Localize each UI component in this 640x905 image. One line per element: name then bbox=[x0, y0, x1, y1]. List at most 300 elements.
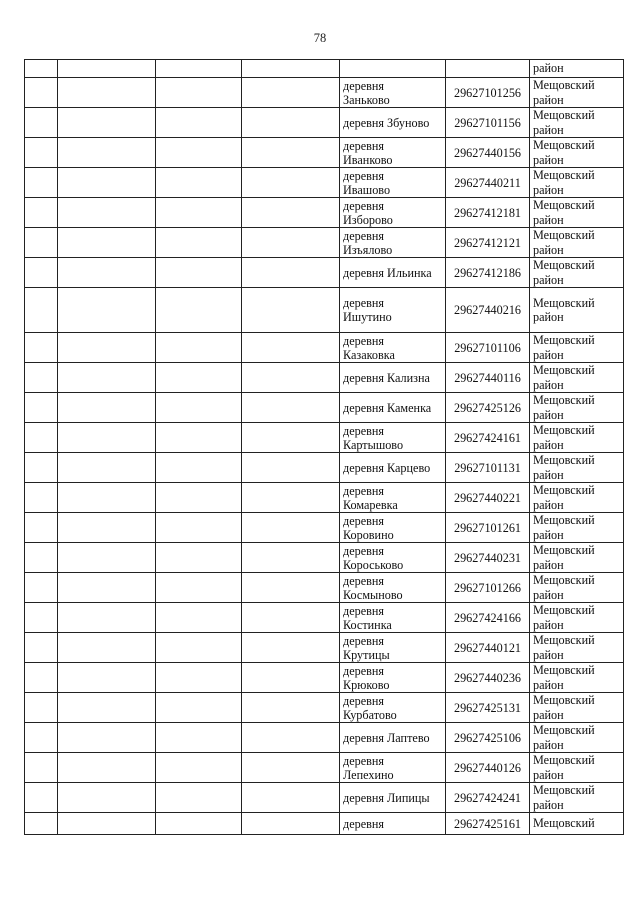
settlement-name-line: деревня Кализна bbox=[343, 370, 430, 385]
district-line: район bbox=[533, 242, 564, 257]
district-line: Мещовский bbox=[533, 333, 595, 347]
settlement-name-cell bbox=[340, 813, 446, 835]
table-cell bbox=[242, 753, 340, 783]
settlement-name-cell bbox=[340, 573, 446, 603]
table-cell bbox=[340, 60, 446, 78]
district-line: Мещовский bbox=[533, 693, 595, 707]
settlement-name-cell bbox=[340, 168, 446, 198]
table-cell bbox=[156, 168, 242, 198]
table-cell bbox=[242, 603, 340, 633]
table-cell bbox=[242, 108, 340, 138]
table-cell bbox=[25, 483, 58, 513]
district-cell bbox=[530, 288, 624, 333]
district-line: Мещовский bbox=[533, 423, 595, 437]
table-cell bbox=[58, 693, 156, 723]
table-cell bbox=[242, 663, 340, 693]
table-cell bbox=[58, 423, 156, 453]
table-cell bbox=[25, 333, 58, 363]
table-row bbox=[25, 483, 624, 513]
district-text: район bbox=[533, 61, 564, 76]
table-cell bbox=[242, 543, 340, 573]
table-cell bbox=[242, 333, 340, 363]
table-row bbox=[25, 198, 624, 228]
settlement-name-cell bbox=[340, 333, 446, 363]
district-line: район bbox=[533, 152, 564, 167]
district-line: Мещовский bbox=[533, 393, 595, 407]
settlement-name-line: деревня bbox=[343, 198, 384, 213]
table-cell bbox=[156, 723, 242, 753]
settlement-name-line: деревня bbox=[343, 816, 384, 831]
table-row bbox=[25, 363, 624, 393]
district-line: район bbox=[533, 557, 564, 572]
district-line: Мещовский bbox=[533, 543, 595, 557]
table-cell bbox=[25, 513, 58, 543]
district-cell bbox=[530, 633, 624, 663]
table-cell bbox=[25, 423, 58, 453]
table-cell bbox=[58, 333, 156, 363]
oktmo-code-cell: 29627101131 bbox=[446, 453, 530, 483]
settlement-name-line: Иванково bbox=[343, 152, 393, 167]
table-cell bbox=[156, 198, 242, 228]
district-line: район bbox=[533, 347, 564, 362]
table-cell bbox=[156, 603, 242, 633]
settlement-name-line: Заньково bbox=[343, 92, 390, 107]
table-cell bbox=[156, 453, 242, 483]
settlement-name-cell bbox=[340, 258, 446, 288]
district-line: район bbox=[533, 272, 564, 287]
oktmo-code-cell: 29627424161 bbox=[446, 423, 530, 453]
table-cell bbox=[58, 198, 156, 228]
settlement-name-line: деревня Збуново bbox=[343, 115, 430, 130]
district-line: район bbox=[533, 647, 564, 662]
table-row bbox=[25, 813, 624, 835]
settlement-name-line: Курбатово bbox=[343, 707, 397, 722]
district-line: Мещовский bbox=[533, 363, 595, 377]
settlement-name-line: деревня bbox=[343, 633, 384, 648]
table-cell bbox=[58, 288, 156, 333]
table-cell bbox=[156, 60, 242, 78]
settlement-name-line: деревня bbox=[343, 333, 384, 348]
district-line: Мещовский bbox=[533, 753, 595, 767]
settlements-table bbox=[24, 59, 624, 835]
table-cell bbox=[446, 60, 530, 78]
district-line: Мещовский bbox=[533, 198, 595, 212]
table-cell bbox=[58, 483, 156, 513]
table-cell bbox=[58, 783, 156, 813]
district-line: район bbox=[533, 92, 564, 107]
table-row bbox=[25, 78, 624, 108]
district-line: район bbox=[533, 407, 564, 422]
district-cell bbox=[530, 333, 624, 363]
table-cell bbox=[156, 333, 242, 363]
table-cell bbox=[25, 393, 58, 423]
district-line: район bbox=[533, 310, 564, 324]
table-cell bbox=[58, 78, 156, 108]
settlement-name-line: Короськово bbox=[343, 557, 404, 572]
settlement-name-cell bbox=[340, 693, 446, 723]
table-cell bbox=[242, 513, 340, 543]
oktmo-code-cell: 29627440156 bbox=[446, 138, 530, 168]
settlement-name-cell bbox=[340, 108, 446, 138]
table-cell bbox=[25, 543, 58, 573]
district-line: район bbox=[533, 587, 564, 602]
table-cell bbox=[156, 258, 242, 288]
district-line: Мещовский bbox=[533, 783, 595, 797]
table-cell bbox=[242, 693, 340, 723]
oktmo-code-cell: 29627425126 bbox=[446, 393, 530, 423]
settlement-name-line: деревня bbox=[343, 573, 384, 588]
district-line: район bbox=[533, 437, 564, 452]
district-cell bbox=[530, 453, 624, 483]
oktmo-code-cell: 29627101256 bbox=[446, 78, 530, 108]
table-cell bbox=[25, 663, 58, 693]
table-cell bbox=[58, 573, 156, 603]
district-cell bbox=[530, 198, 624, 228]
settlement-name-cell bbox=[340, 288, 446, 333]
table-cell bbox=[58, 138, 156, 168]
table-cell bbox=[242, 228, 340, 258]
settlement-name-cell bbox=[340, 543, 446, 573]
table-cell bbox=[242, 483, 340, 513]
settlement-name-line: деревня Ильинка bbox=[343, 265, 432, 280]
district-cell bbox=[530, 60, 624, 78]
settlement-name-line: деревня bbox=[343, 78, 384, 93]
table-cell bbox=[25, 258, 58, 288]
settlement-name-line: деревня bbox=[343, 663, 384, 678]
table-cell bbox=[242, 723, 340, 753]
settlement-name-line: Космыново bbox=[343, 587, 403, 602]
table-cell bbox=[25, 453, 58, 483]
table-cell bbox=[25, 138, 58, 168]
settlement-name-cell bbox=[340, 753, 446, 783]
table-cell bbox=[242, 78, 340, 108]
table-cell bbox=[242, 168, 340, 198]
settlement-name-cell bbox=[340, 453, 446, 483]
table-cell bbox=[25, 228, 58, 258]
table-row bbox=[25, 108, 624, 138]
table-cell bbox=[156, 138, 242, 168]
settlement-name-line: деревня bbox=[343, 423, 384, 438]
settlement-name-line: Казаковка bbox=[343, 347, 395, 362]
oktmo-code-cell: 29627412121 bbox=[446, 228, 530, 258]
page-number: 78 bbox=[313, 31, 327, 45]
table-row bbox=[25, 633, 624, 663]
table-cell bbox=[242, 423, 340, 453]
settlement-name-cell bbox=[340, 198, 446, 228]
oktmo-code-cell: 29627440216 bbox=[446, 288, 530, 333]
district-cell bbox=[530, 693, 624, 723]
district-line: район bbox=[533, 737, 564, 752]
settlement-name-cell bbox=[340, 393, 446, 423]
district-line: Мещовский bbox=[533, 483, 595, 497]
table-cell bbox=[242, 60, 340, 78]
district-line: район bbox=[533, 617, 564, 632]
district-line: Мещовский bbox=[533, 108, 595, 122]
table-cell bbox=[25, 168, 58, 198]
table-cell bbox=[58, 168, 156, 198]
district-line: Мещовский bbox=[533, 573, 595, 587]
table-row bbox=[25, 693, 624, 723]
settlement-name-cell bbox=[340, 423, 446, 453]
table-body bbox=[25, 60, 624, 835]
table-cell bbox=[58, 603, 156, 633]
table-cell bbox=[156, 393, 242, 423]
table-row bbox=[25, 138, 624, 168]
table-cell bbox=[58, 723, 156, 753]
settlement-name-cell bbox=[340, 138, 446, 168]
district-cell bbox=[530, 423, 624, 453]
table-row bbox=[25, 423, 624, 453]
table-cell bbox=[242, 363, 340, 393]
district-line: район bbox=[533, 377, 564, 392]
oktmo-code-cell: 29627101156 bbox=[446, 108, 530, 138]
settlement-name-line: Комаревка bbox=[343, 497, 398, 512]
district-cell bbox=[530, 483, 624, 513]
district-cell bbox=[530, 573, 624, 603]
table-cell bbox=[242, 393, 340, 423]
table-row bbox=[25, 663, 624, 693]
oktmo-code-cell: 29627424166 bbox=[446, 603, 530, 633]
oktmo-code-cell: 29627425106 bbox=[446, 723, 530, 753]
settlement-name-cell bbox=[340, 78, 446, 108]
oktmo-code-cell: 29627425161 bbox=[446, 813, 530, 835]
table-row bbox=[25, 333, 624, 363]
district-line: район bbox=[533, 212, 564, 227]
table-row bbox=[25, 723, 624, 753]
table-cell bbox=[156, 783, 242, 813]
table-row bbox=[25, 543, 624, 573]
table-cell bbox=[58, 513, 156, 543]
table-cell bbox=[242, 633, 340, 663]
district-cell bbox=[530, 78, 624, 108]
table-cell bbox=[25, 108, 58, 138]
oktmo-code-cell: 29627440126 bbox=[446, 753, 530, 783]
district-cell bbox=[530, 663, 624, 693]
district-line: район bbox=[533, 767, 564, 782]
settlement-name-line: деревня bbox=[343, 296, 384, 310]
table-row bbox=[25, 60, 624, 78]
settlement-name-line: Ишутино bbox=[343, 310, 392, 324]
table-cell bbox=[58, 108, 156, 138]
district-cell bbox=[530, 393, 624, 423]
table-cell bbox=[25, 723, 58, 753]
district-line: район bbox=[533, 467, 564, 482]
settlement-name-cell bbox=[340, 633, 446, 663]
settlement-name-cell bbox=[340, 513, 446, 543]
district-cell bbox=[530, 753, 624, 783]
table-cell bbox=[242, 288, 340, 333]
settlement-name-cell bbox=[340, 363, 446, 393]
settlement-name-line: деревня bbox=[343, 693, 384, 708]
oktmo-code-cell: 29627101261 bbox=[446, 513, 530, 543]
table-row bbox=[25, 603, 624, 633]
settlement-name-line: деревня bbox=[343, 483, 384, 498]
table-cell bbox=[156, 753, 242, 783]
oktmo-code-cell: 29627425131 bbox=[446, 693, 530, 723]
district-line: район bbox=[533, 527, 564, 542]
table-cell bbox=[156, 663, 242, 693]
district-cell bbox=[530, 513, 624, 543]
settlement-name-line: Костинка bbox=[343, 617, 392, 632]
table-cell bbox=[25, 288, 58, 333]
settlement-name-line: деревня Лаптево bbox=[343, 730, 430, 745]
settlement-name-line: Изборово bbox=[343, 212, 393, 227]
table-cell bbox=[156, 633, 242, 663]
table-cell bbox=[242, 138, 340, 168]
district-line: Мещовский bbox=[533, 453, 595, 467]
district-line: Мещовский bbox=[533, 633, 595, 647]
table-cell bbox=[58, 228, 156, 258]
oktmo-code-cell: 29627412181 bbox=[446, 198, 530, 228]
settlement-name-line: деревня bbox=[343, 168, 384, 183]
table-cell bbox=[25, 633, 58, 663]
district-cell bbox=[530, 723, 624, 753]
table-cell bbox=[156, 513, 242, 543]
table-cell bbox=[58, 453, 156, 483]
district-cell bbox=[530, 258, 624, 288]
table-cell bbox=[156, 108, 242, 138]
district-cell bbox=[530, 363, 624, 393]
district-line: Мещовский bbox=[533, 258, 595, 272]
settlement-name-line: деревня bbox=[343, 513, 384, 528]
table-cell bbox=[58, 663, 156, 693]
oktmo-code-cell: 29627412186 bbox=[446, 258, 530, 288]
table-row bbox=[25, 393, 624, 423]
table-cell bbox=[25, 573, 58, 603]
settlement-name-line: Крутицы bbox=[343, 647, 390, 662]
table-row bbox=[25, 513, 624, 543]
table-cell bbox=[242, 258, 340, 288]
settlement-name-cell bbox=[340, 228, 446, 258]
table-row bbox=[25, 168, 624, 198]
oktmo-code-cell: 29627440116 bbox=[446, 363, 530, 393]
table-cell bbox=[58, 753, 156, 783]
oktmo-code-cell: 29627440211 bbox=[446, 168, 530, 198]
oktmo-code-cell: 29627101106 bbox=[446, 333, 530, 363]
settlement-name-line: Коровино bbox=[343, 527, 394, 542]
table-cell bbox=[25, 363, 58, 393]
settlement-name-line: деревня Липицы bbox=[343, 790, 430, 805]
table-cell bbox=[156, 693, 242, 723]
table-cell bbox=[156, 363, 242, 393]
settlement-name-line: деревня Каменка bbox=[343, 400, 432, 415]
table-cell bbox=[156, 483, 242, 513]
district-line: Мещовский bbox=[533, 138, 595, 152]
district-line: район bbox=[533, 122, 564, 137]
table-cell bbox=[25, 198, 58, 228]
table-cell bbox=[58, 813, 156, 835]
table-cell bbox=[58, 363, 156, 393]
district-line: Мещовский bbox=[533, 603, 595, 617]
settlement-name-line: деревня bbox=[343, 753, 384, 768]
settlement-name-line: деревня Карцево bbox=[343, 460, 431, 475]
table-cell bbox=[25, 753, 58, 783]
oktmo-code-cell: 29627440231 bbox=[446, 543, 530, 573]
district-line: Мещовский bbox=[533, 295, 595, 310]
district-cell bbox=[530, 108, 624, 138]
table-cell bbox=[25, 603, 58, 633]
table-row bbox=[25, 753, 624, 783]
settlement-name-cell bbox=[340, 483, 446, 513]
table-cell bbox=[242, 453, 340, 483]
settlement-name-line: Изъялово bbox=[343, 242, 393, 257]
table-row bbox=[25, 228, 624, 258]
table-cell bbox=[242, 783, 340, 813]
table-row bbox=[25, 258, 624, 288]
settlement-name-cell bbox=[340, 663, 446, 693]
settlement-name-line: Лепехино bbox=[343, 767, 394, 782]
table-cell bbox=[58, 633, 156, 663]
settlement-name-line: деревня bbox=[343, 603, 384, 618]
district-line: район bbox=[533, 797, 564, 812]
settlement-name-cell bbox=[340, 783, 446, 813]
settlement-name-line: Ивашово bbox=[343, 182, 391, 197]
district-line: Мещовский bbox=[533, 816, 595, 831]
table-cell bbox=[25, 783, 58, 813]
district-cell bbox=[530, 813, 624, 835]
oktmo-code-cell: 29627440121 bbox=[446, 633, 530, 663]
settlement-name-line: деревня bbox=[343, 543, 384, 558]
table-cell bbox=[242, 573, 340, 603]
district-cell bbox=[530, 783, 624, 813]
district-cell bbox=[530, 138, 624, 168]
table-cell bbox=[25, 813, 58, 835]
table-cell bbox=[58, 393, 156, 423]
district-cell bbox=[530, 543, 624, 573]
settlement-name-line: деревня bbox=[343, 138, 384, 153]
oktmo-code-cell: 29627440236 bbox=[446, 663, 530, 693]
settlement-name-line: Картышово bbox=[343, 437, 404, 452]
district-line: Мещовский bbox=[533, 78, 595, 92]
district-line: район bbox=[533, 707, 564, 722]
table-row bbox=[25, 783, 624, 813]
table-cell bbox=[25, 693, 58, 723]
table-cell bbox=[242, 198, 340, 228]
district-line: Мещовский bbox=[533, 228, 595, 242]
district-line: район bbox=[533, 497, 564, 512]
district-line: Мещовский bbox=[533, 723, 595, 737]
settlement-name-cell bbox=[340, 603, 446, 633]
district-cell bbox=[530, 603, 624, 633]
settlement-name-line: Крюково bbox=[343, 677, 390, 692]
table-row bbox=[25, 573, 624, 603]
oktmo-code-cell: 29627101266 bbox=[446, 573, 530, 603]
table-cell bbox=[156, 288, 242, 333]
table-cell bbox=[156, 228, 242, 258]
table-cell bbox=[25, 60, 58, 78]
district-line: Мещовский bbox=[533, 513, 595, 527]
settlement-name-line: деревня bbox=[343, 228, 384, 243]
table-cell bbox=[156, 423, 242, 453]
table-cell bbox=[156, 543, 242, 573]
table-row bbox=[25, 288, 624, 333]
oktmo-code-cell: 29627440221 bbox=[446, 483, 530, 513]
district-line: Мещовский bbox=[533, 663, 595, 677]
table-cell bbox=[156, 573, 242, 603]
table-cell bbox=[242, 813, 340, 835]
district-line: район bbox=[533, 677, 564, 692]
oktmo-code-cell: 29627424241 bbox=[446, 783, 530, 813]
district-line: Мещовский bbox=[533, 168, 595, 182]
table-cell bbox=[156, 78, 242, 108]
table-row bbox=[25, 453, 624, 483]
table-cell bbox=[58, 60, 156, 78]
district-cell bbox=[530, 168, 624, 198]
table-cell bbox=[58, 543, 156, 573]
district-cell bbox=[530, 228, 624, 258]
table-cell bbox=[58, 258, 156, 288]
table-cell bbox=[156, 813, 242, 835]
